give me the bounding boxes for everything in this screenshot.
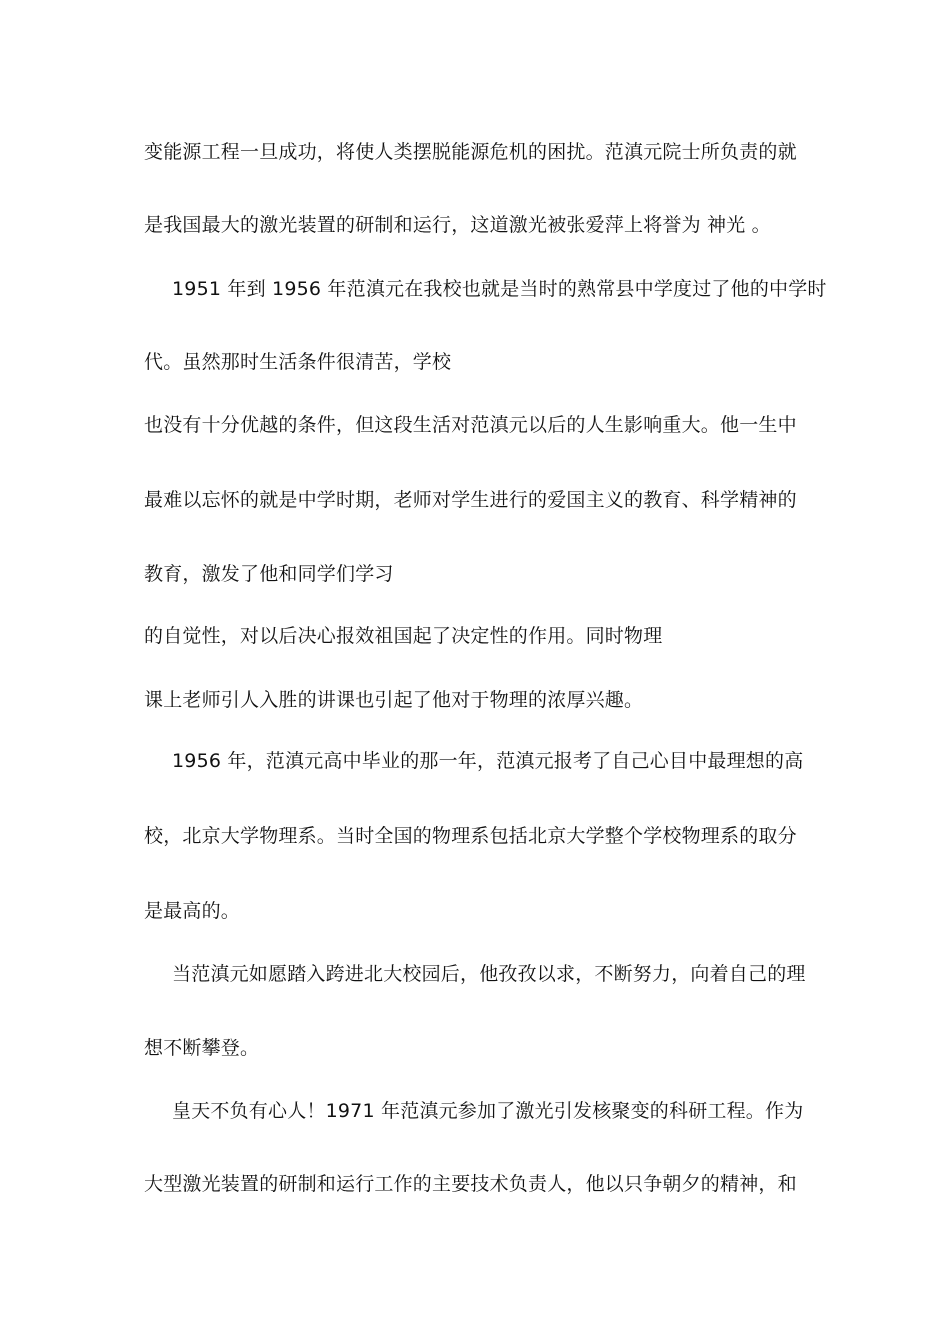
text-line: 大型激光装置的研制和运行工作的主要技术负责人，他以只争朝夕的精神，和: [144, 1173, 797, 1195]
text-line: 校，北京大学物理系。当时全国的物理系包括北京大学整个学校物理系的取分: [144, 825, 797, 847]
text-line: 最难以忘怀的就是中学时期，老师对学生进行的爱国主义的教育、科学精神的: [144, 489, 797, 511]
text-line: 皇天不负有心人！1971 年范滇元参加了激光引发核聚变的科研工程。作为: [172, 1100, 804, 1122]
text-line: 是我国最大的激光装置的研制和运行，这道激光被张爱萍上将誉为 神光 。: [144, 214, 771, 236]
text-line: 是最高的。: [144, 900, 241, 922]
text-line: 的自觉性，对以后决心报效祖国起了决定性的作用。同时物理: [144, 625, 663, 647]
text-line: 变能源工程一旦成功，将使人类摆脱能源危机的困扰。范滇元院士所负责的就: [144, 141, 797, 163]
text-line: 也没有十分优越的条件，但这段生活对范滇元以后的人生影响重大。他一生中: [144, 414, 797, 436]
text-line: 教育，激发了他和同学们学习: [144, 563, 394, 585]
text-line: 想不断攀登。: [144, 1037, 260, 1059]
text-line: 课上老师引人入胜的讲课也引起了他对于物理的浓厚兴趣。: [144, 689, 644, 711]
text-line: 1951 年到 1956 年范滇元在我校也就是当时的熟常县中学度过了他的中学时: [172, 278, 827, 300]
text-line: 代。虽然那时生活条件很清苦，学校: [144, 351, 452, 373]
text-line: 当范滇元如愿踏入跨进北大校园后，他孜孜以求，不断努力，向着自己的理: [172, 963, 806, 985]
text-line: 1956 年，范滇元高中毕业的那一年，范滇元报考了自己心目中最理想的高: [172, 750, 804, 772]
